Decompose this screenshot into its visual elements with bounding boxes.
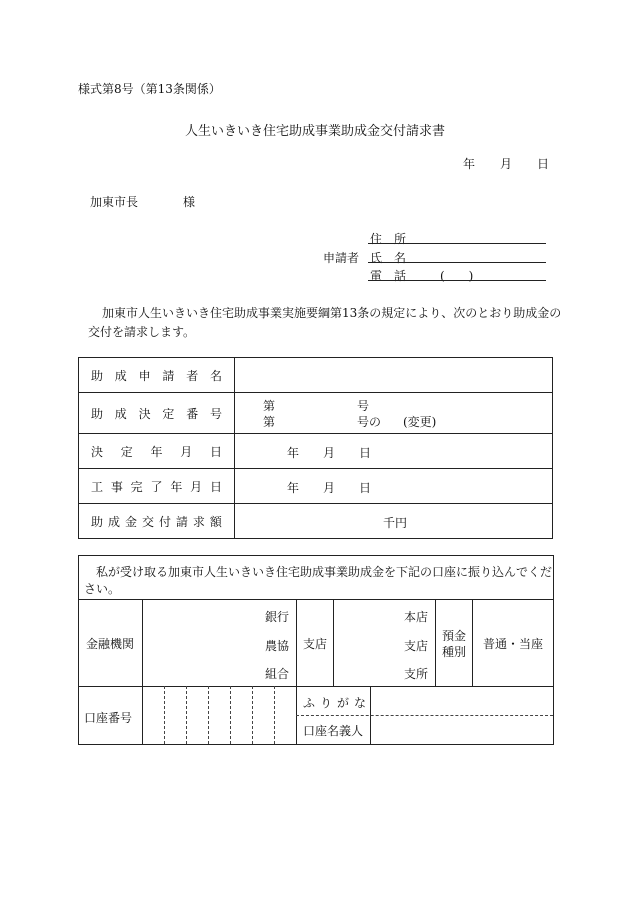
branch-type-branch: 支店 [404, 639, 429, 653]
col-divider-deposit [472, 599, 473, 686]
bank-divider-top [78, 599, 553, 600]
account-digit-divider [274, 686, 275, 744]
name-line [368, 262, 546, 263]
decision-number-field[interactable]: 第 号 第 号の (変更) [235, 393, 553, 434]
addressee-honorific: 様 [183, 195, 196, 209]
date-day: 日 [537, 157, 550, 171]
address-label: 住 所 [370, 232, 407, 246]
col-divider-bank [296, 599, 297, 744]
request-amount-field[interactable]: 千円 [235, 504, 553, 539]
account-number-label: 口座番号 [84, 711, 133, 725]
request-amount-label: 助 成 金 交 付 請 求 額 [91, 514, 222, 529]
account-digit-divider [186, 686, 187, 744]
institution-label: 金融機関 [86, 637, 135, 651]
phone-paren: ( ) [440, 269, 474, 283]
applicant-name-field[interactable] [235, 358, 553, 393]
date-year: 年 [463, 157, 476, 171]
furigana-field[interactable] [371, 687, 552, 714]
account-digit-divider [208, 686, 209, 744]
col-divider-institution [142, 599, 143, 744]
table-row [79, 358, 553, 393]
applicant-label: 申請者 [323, 251, 360, 265]
furigana-label: ふりがな [303, 696, 372, 710]
account-digit-divider [230, 686, 231, 744]
decision-date-label: 決 定 年 月 日 [91, 444, 222, 459]
deposit-label-2: 種別 [442, 645, 467, 659]
name-label: 氏 名 [370, 251, 407, 265]
table-row [79, 469, 553, 504]
body-text-line1: 加東市人生いきいき住宅助成事業実施要綱第13条の規定により、次のとおり助成金の [102, 306, 562, 320]
completion-date-label: 工 事 完 了 年 月 日 [91, 479, 222, 494]
account-holder-field[interactable] [371, 716, 552, 743]
bank-type-agri: 農協 [265, 639, 290, 653]
deposit-types: 普通・当座 [483, 637, 544, 651]
branch-label: 支店 [303, 637, 328, 651]
bank-intro-line1: 私が受け取る加東市人生いきいき住宅助成事業助成金を下記の口座に振り込んでくだ [96, 565, 553, 579]
application-table [78, 357, 553, 539]
account-digit-divider [252, 686, 253, 744]
body-text-line2: 交付を請求します。 [88, 325, 196, 339]
phone-label: 電 話 [370, 269, 407, 283]
document-title: 人生いきいき住宅助成事業助成金交付請求書 [184, 124, 445, 139]
table-row [79, 504, 553, 539]
account-digit-divider [164, 686, 165, 744]
deposit-label-1: 預金 [442, 629, 467, 643]
bank-intro-line2: さい。 [84, 582, 121, 596]
branch-type-head: 本店 [404, 610, 429, 624]
decision-number-label: 助 成 決 定 番 号 [91, 406, 222, 421]
completion-date-field[interactable]: 年 月 日 [235, 469, 553, 504]
address-line [368, 243, 546, 244]
phone-line [368, 280, 546, 281]
branch-type-office: 支所 [404, 667, 429, 681]
date-month: 月 [500, 157, 513, 171]
col-divider-branch [435, 599, 436, 686]
col-divider-branch-label [333, 599, 334, 686]
bank-type-bank: 銀行 [265, 610, 290, 624]
bank-type-union: 組合 [265, 667, 290, 681]
applicant-name-label: 助 成 申 請 者 名 [91, 368, 222, 383]
decision-date-field[interactable]: 年 月 日 [235, 434, 553, 469]
table-row [79, 393, 553, 434]
form-number: 様式第8号（第13条関係） [78, 82, 221, 96]
account-holder-label: 口座名義人 [303, 724, 364, 738]
addressee-name: 加東市長 [90, 195, 139, 209]
table-row [79, 434, 553, 469]
